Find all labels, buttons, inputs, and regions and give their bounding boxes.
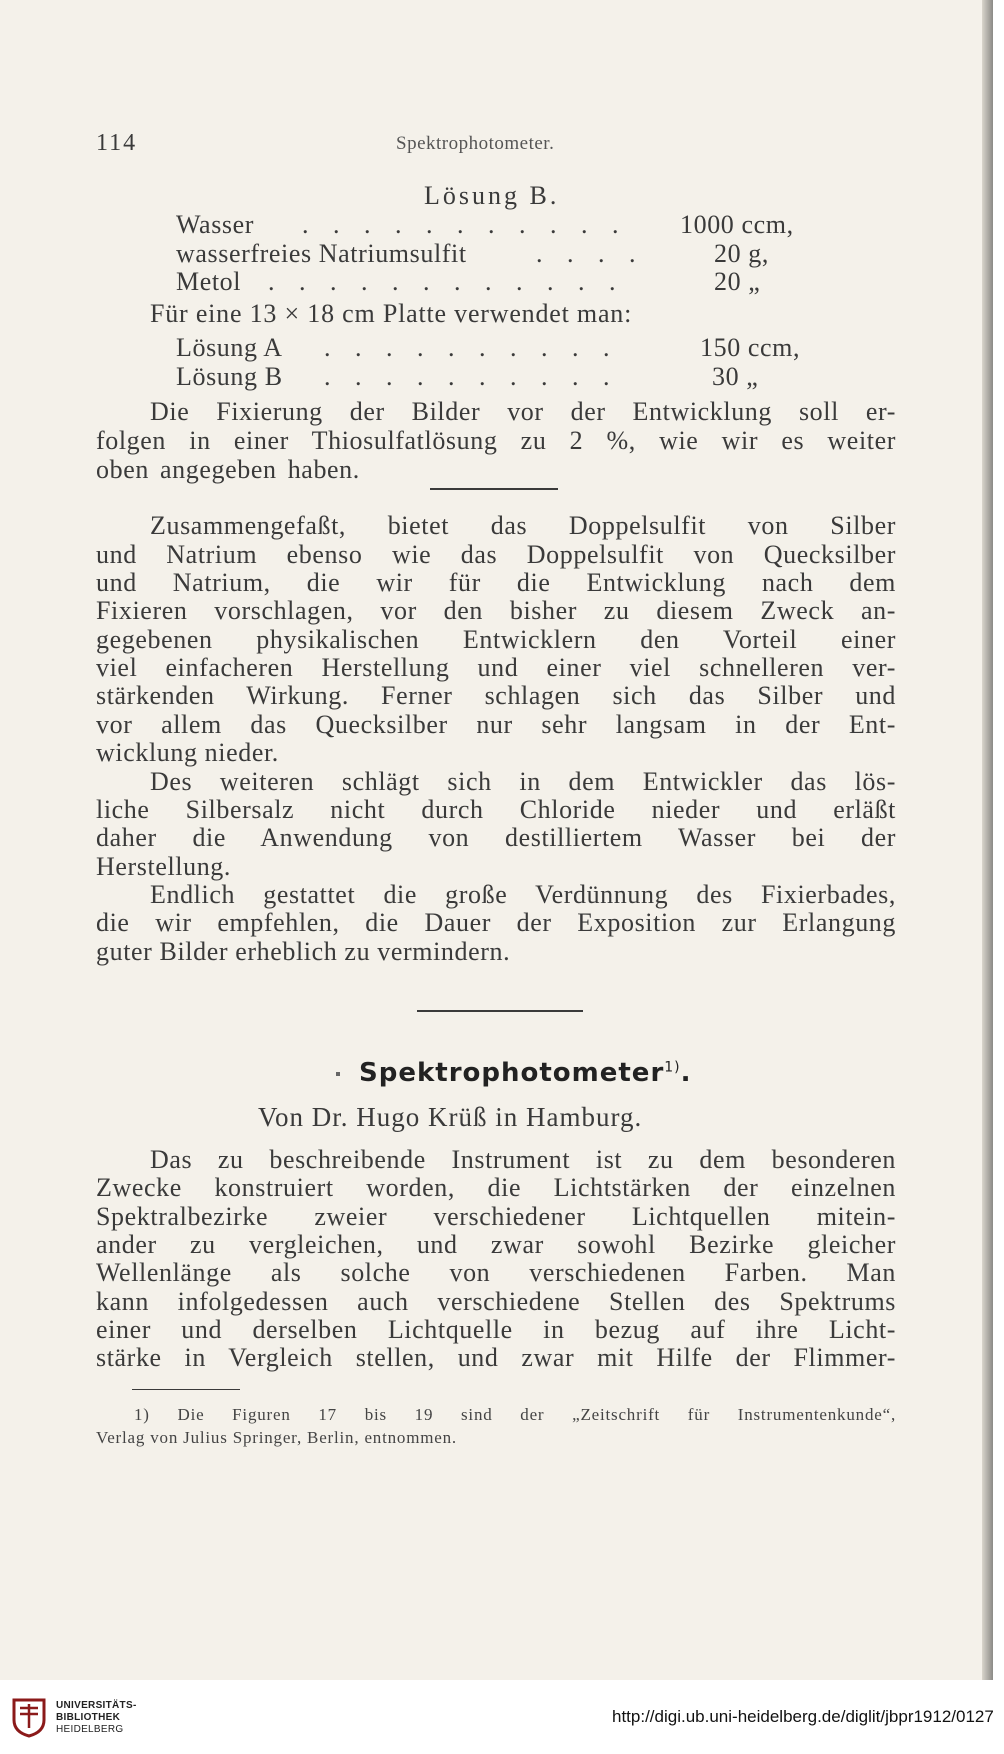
ingredient-qty: 20 g, [714, 239, 769, 268]
margin-dot [336, 1072, 340, 1076]
article-title [359, 1058, 692, 1088]
text-line: daher die Anwendung von destilliertem Wasser bei der [96, 823, 896, 852]
text-line: und Natrium ebenso wie das Doppelsulfit von Quecksilber [96, 540, 896, 569]
text-line: Die Fixierung der Bilder vor der Entwicklung soll er- [150, 397, 896, 426]
text-line: Des weiteren schlägt sich in dem Entwickler das lös- [150, 767, 896, 796]
ingredient-name: Metol [176, 267, 242, 296]
article-author: Von Dr. Hugo Krüß in Hamburg. [258, 1102, 643, 1132]
library-logo-line: UNIVERSITÄTS- [56, 1700, 137, 1711]
article-title-period: . [680, 1058, 692, 1088]
library-logo-line: HEIDELBERG [56, 1724, 124, 1735]
permalink-url[interactable]: http://digi.ub.uni-heidelberg.de/diglit/jbpr1912/0127 [612, 1707, 994, 1726]
ingredient-qty: 20 „ [714, 267, 761, 296]
article-title-text: Spektrophotometer [359, 1058, 665, 1088]
footnote-line: Verlag von Julius Springer, Berlin, entnommen. [96, 1428, 457, 1447]
leader-dots: . . . . . . . . . . [324, 333, 619, 362]
footnote-rule [132, 1389, 240, 1390]
leader-dots: . . . . . . . . . . . [302, 210, 628, 239]
text-line: einer und derselben Lichtquelle in bezug auf ihre Licht- [96, 1315, 896, 1344]
footer-bar [0, 1680, 1004, 1754]
text-line: Zusammengefaßt, bietet das Doppelsulfit von Silber [150, 511, 896, 540]
text-line: oben angegeben haben. [96, 455, 360, 484]
mix-row [176, 333, 816, 363]
text-line: kann infolgedessen auch verschiedene Stellen des Spektrums [96, 1287, 896, 1316]
leader-dots: . . . . . . . . . . [324, 362, 619, 391]
text-line: gegebenen physikalischen Entwicklern den Vorteil einer [96, 625, 896, 654]
text-line: vor allem das Quecksilber nur sehr langsam in der Ent- [96, 710, 896, 739]
text-line: guter Bilder erheblich zu vermindern. [96, 937, 511, 966]
ingredient-row [176, 267, 816, 297]
page-edge-shadow [982, 0, 993, 1680]
text-line: die wir empfehlen, die Dauer der Exposition zur Erlangung [96, 908, 896, 937]
mix-qty: 30 „ [712, 362, 759, 391]
ingredient-row [176, 239, 816, 269]
recipe-title: Lösung B. [424, 181, 560, 210]
text-line: Das zu beschreibende Instrument ist zu dem besonderen [150, 1145, 896, 1174]
text-line: ander zu vergleichen, und zwar sowohl Bezirke gleicher [96, 1230, 896, 1259]
text-line: stärkenden Wirkung. Ferner schlagen sich das Silber und [96, 681, 896, 710]
divider-rule [430, 488, 558, 490]
library-logo-line: BIBLIOTHEK [56, 1712, 121, 1723]
text-line: Fixieren vorschlagen, vor den bisher zu diesem Zweck an- [96, 596, 896, 625]
leader-dots: . . . . . . . . . . . . [268, 267, 625, 296]
footnote-line: 1) Die Figuren 17 bis 19 sind der „Zeitschrift für Instrumentenkunde“, [134, 1405, 896, 1424]
mix-name: Lösung B [176, 362, 283, 391]
ingredient-row [176, 210, 816, 240]
mix-qty: 150 ccm, [700, 333, 801, 362]
text-line: stärke in Vergleich stellen, und zwar mit Hilfe der Flimmer- [96, 1343, 896, 1372]
footnote-marker: 1) [664, 1059, 681, 1076]
university-seal-icon [10, 1694, 48, 1738]
text-line: wicklung nieder. [96, 738, 279, 767]
text-line: Spektralbezirke zweier verschiedener Lichtquellen mitein- [96, 1202, 896, 1231]
recipe-intro: Für eine 13 × 18 cm Platte verwendet man: [150, 299, 633, 328]
text-line: folgen in einer Thiosulfatlösung zu 2 %, wie wir es weiter [96, 426, 896, 455]
running-title: Spektrophotometer. [396, 133, 555, 154]
leader-dots: . . . . [536, 239, 645, 268]
text-line: viel einfacheren Herstellung und einer viel schnelleren ver- [96, 653, 896, 682]
text-line: liche Silbersalz nicht durch Chloride nieder und erläßt [96, 795, 896, 824]
mix-row [176, 362, 816, 392]
ingredient-name: Wasser [176, 210, 255, 239]
text-line: und Natrium, die wir für die Entwicklung nach dem [96, 568, 896, 597]
section-divider-rule [417, 1010, 583, 1012]
mix-name: Lösung A [176, 333, 283, 362]
text-line: Endlich gestattet die große Verdünnung des Fixierbades, [150, 880, 896, 909]
ingredient-qty: 1000 ccm, [680, 210, 794, 239]
ingredient-name: wasserfreies Natriumsulfit [176, 239, 467, 268]
text-line: Wellenlänge als solche von verschiedenen Farben. Man [96, 1258, 896, 1287]
text-line: Zwecke konstruiert worden, die Lichtstärken der einzelnen [96, 1173, 896, 1202]
text-line: Herstellung. [96, 852, 232, 881]
page-number: 114 [96, 130, 138, 156]
